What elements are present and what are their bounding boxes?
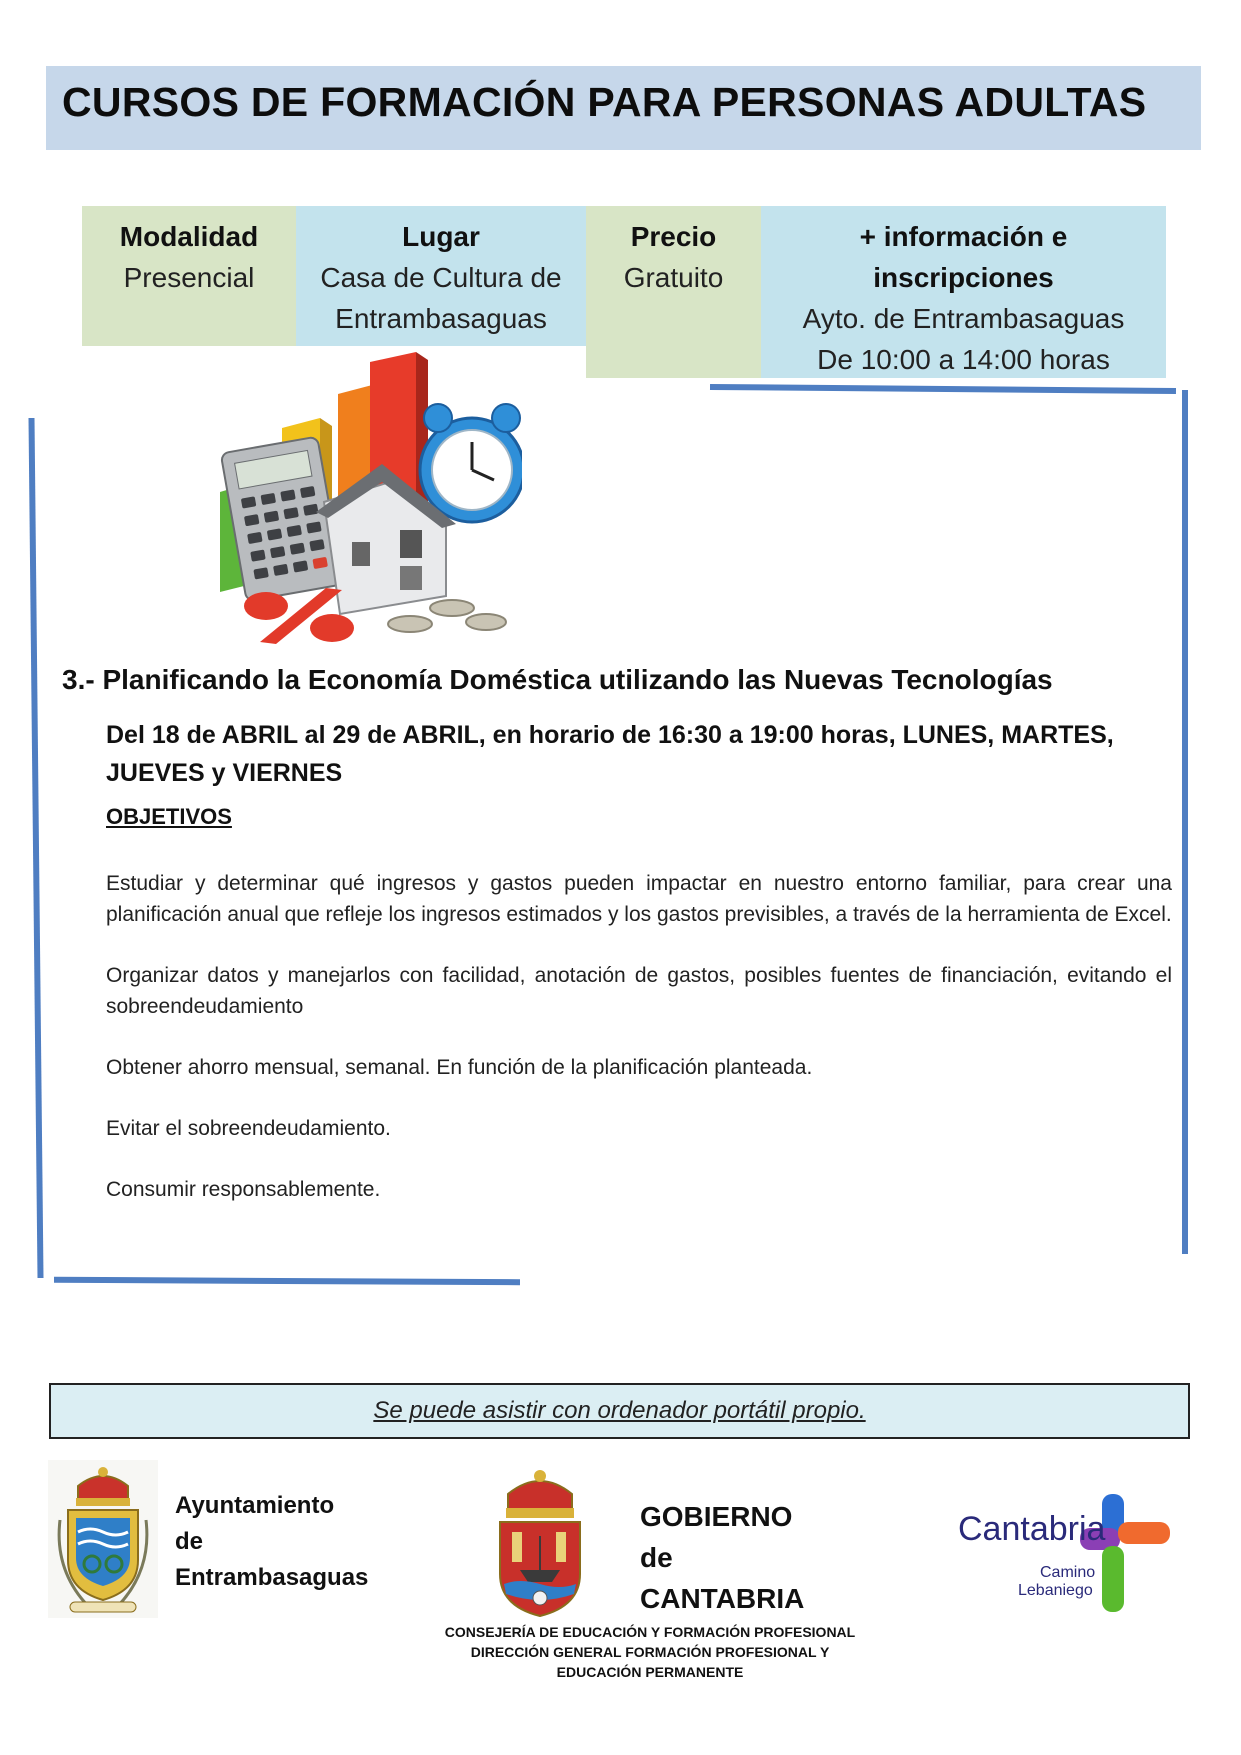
info-label-line2: inscripciones: [873, 262, 1054, 293]
consejeria-caption: [420, 1622, 880, 1682]
frame-top-right-line: [710, 384, 1176, 394]
modalidad-cell: [82, 206, 296, 346]
brand-name: Cantabria: [958, 1510, 1106, 1548]
alarm-clock-icon: [420, 404, 522, 522]
info-value-line1: Ayto. de Entrambasaguas: [802, 303, 1125, 334]
objectives-heading: OBJETIVOS: [106, 804, 232, 829]
gob-line: GOBIERNO: [640, 1501, 793, 1532]
gobierno-name: [640, 1496, 804, 1619]
objective-item: Obtener ahorro mensual, semanal. En función de la planificación planteada.: [106, 1056, 813, 1079]
info-cell: [761, 206, 1166, 378]
lugar-cell: [296, 206, 586, 346]
laptop-note-box: [49, 1383, 1190, 1439]
finance-illustration: [220, 352, 522, 652]
objective-item: Organizar datos y manejarlos con facilidad, anotación de gastos, posibles fuentes de financiación, evitando el sobreendeudamiento: [106, 964, 1172, 1018]
precio-cell: [586, 206, 761, 378]
course-title: 3.- Planificando la Economía Doméstica utilizando las Nuevas Tecnologías: [62, 664, 1053, 695]
ayto-line: de: [175, 1528, 204, 1555]
modalidad-label: Modalidad: [119, 221, 259, 252]
lugar-value-line1: Casa de Cultura de: [320, 262, 562, 293]
ayto-line: Ayuntamiento: [175, 1492, 335, 1519]
lugar-label: Lugar: [402, 221, 480, 252]
gob-line: CANTABRIA: [640, 1583, 805, 1614]
coins-icon: [388, 600, 506, 632]
objective-item: Evitar el sobreendeudamiento.: [106, 1117, 391, 1140]
precio-value: Gratuito: [623, 262, 724, 293]
objective-item: Consumir responsablemente.: [106, 1178, 381, 1201]
frame-right-line: [1182, 390, 1188, 1254]
modalidad-value: Presencial: [123, 262, 255, 293]
cantabria-crest-logo: [490, 1466, 590, 1618]
ayuntamiento-name: [175, 1488, 368, 1596]
info-label-line1: + información e: [859, 221, 1068, 252]
objective-item: Estudiar y determinar qué ingresos y gastos pueden impactar en nuestro entorno familiar, para crear una planificación anual que refleje los ingresos estimados y los gastos previsibles, a través de la herramienta de Excel.: [106, 872, 1172, 926]
consej-line: DIRECCIÓN GENERAL FORMACIÓN PROFESIONAL Y: [470, 1644, 830, 1660]
page-title: CURSOS DE FORMACIÓN PARA PERSONAS ADULTAS: [62, 79, 1147, 125]
lugar-value-line2: Entrambasaguas: [335, 303, 547, 334]
consej-line: EDUCACIÓN PERMANENTE: [556, 1664, 744, 1680]
entrambasaguas-crest-logo: [48, 1460, 158, 1618]
objectives-list: [106, 868, 1172, 1235]
ayto-line: Entrambasaguas: [175, 1564, 369, 1591]
brand-sub1: Camino: [1040, 1564, 1096, 1581]
camino-lebaniego-logo: [950, 1486, 1178, 1620]
laptop-note-text: Se puede asistir con ordenador portátil propio.: [373, 1397, 866, 1424]
frame-left-line: [28, 418, 43, 1278]
info-value-line2: De 10:00 a 14:00 horas: [817, 344, 1110, 375]
gob-line: de: [640, 1542, 673, 1573]
brand-sub2: Lebaniego: [1018, 1582, 1093, 1599]
course-dates: Del 18 de ABRIL al 29 de ABRIL, en horario de 16:30 a 19:00 horas, LUNES, MARTES, JUEVES y VIERNES: [106, 721, 1114, 787]
frame-bottom-left-line: [54, 1277, 520, 1285]
consej-line: CONSEJERÍA DE EDUCACIÓN Y FORMACIÓN PROFESIONAL: [444, 1624, 856, 1640]
title-banner: [46, 66, 1201, 150]
precio-label: Precio: [630, 221, 717, 252]
